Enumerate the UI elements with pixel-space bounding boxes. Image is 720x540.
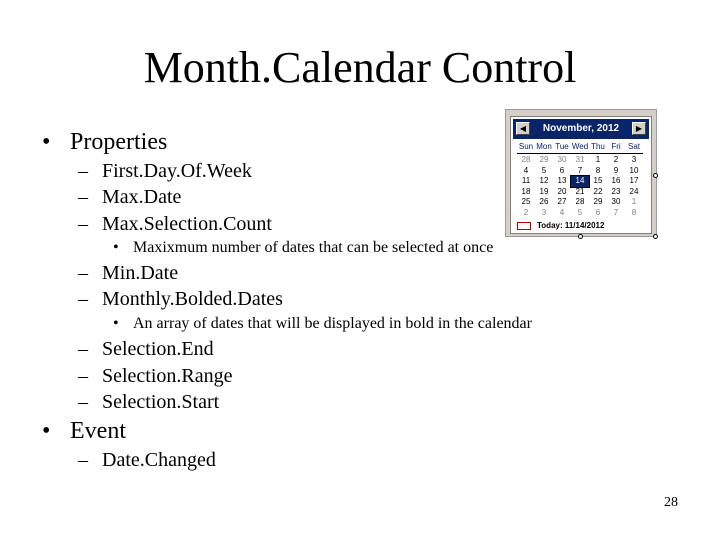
sub-sub-bullet-text: Maxixmum number of dates that can be selected at once — [133, 239, 494, 256]
calendar-day[interactable]: 16 — [611, 176, 621, 185]
day-of-week-label: Sat — [627, 142, 640, 151]
sub-bullet-text: Max.Selection.Count — [102, 213, 272, 235]
day-of-week-label: Fri — [611, 142, 621, 151]
calendar-day[interactable]: 27 — [557, 197, 567, 206]
sub-bullet-min-date — [78, 261, 178, 285]
sub-bullet-text: Min.Date — [102, 262, 179, 284]
calendar-day[interactable]: 9 — [613, 165, 619, 175]
sub-sub-bullet-max-selection-note — [113, 238, 493, 258]
calendar-day[interactable]: 6 — [595, 207, 601, 217]
calendar-day[interactable]: 30 — [611, 197, 621, 206]
calendar-day[interactable]: 7 — [577, 165, 583, 175]
calendar-day[interactable]: 3 — [631, 155, 637, 164]
sub-bullet-text: Date.Changed — [102, 449, 216, 471]
dash-bullet: – — [78, 449, 88, 471]
calendar-day[interactable]: 29 — [593, 197, 603, 206]
calendar-day[interactable]: 8 — [631, 207, 637, 217]
today-label: Today: 11/14/2012 — [537, 221, 605, 230]
calendar-day[interactable]: 4 — [523, 165, 529, 175]
bullet-properties-text: Properties — [70, 129, 168, 155]
sub-bullet-first-day-of-week — [78, 159, 252, 183]
resize-handle-icon[interactable] — [653, 234, 658, 239]
sub-sub-bullet-bolded-note — [113, 314, 532, 334]
next-month-arrow-icon[interactable]: ▶ — [632, 122, 646, 135]
sub-bullet-selection-start — [78, 390, 219, 414]
calendar-day[interactable]: 5 — [577, 207, 583, 217]
calendar-day[interactable]: 8 — [595, 165, 601, 175]
today-marker-icon — [517, 222, 531, 230]
calendar-day[interactable]: 31 — [575, 155, 585, 164]
resize-handle-icon[interactable] — [578, 234, 583, 239]
dash-bullet: – — [78, 288, 88, 310]
day-of-week-label: Tue — [555, 142, 569, 151]
calendar-day[interactable]: 11 — [521, 176, 531, 185]
calendar-week-row — [517, 155, 643, 166]
calendar-day[interactable]: 30 — [557, 155, 567, 164]
calendar-day[interactable]: 24 — [629, 186, 639, 196]
calendar-day[interactable]: 4 — [559, 207, 565, 217]
dash-bullet: – — [78, 213, 88, 235]
dash-bullet: – — [78, 186, 88, 208]
month-calendar-body — [510, 116, 652, 234]
calendar-day[interactable]: 10 — [629, 165, 639, 175]
dash-bullet: – — [78, 160, 88, 182]
calendar-week-row — [517, 166, 643, 177]
calendar-day[interactable]: 28 — [575, 197, 585, 206]
sub-bullet-max-selection-count — [78, 212, 272, 236]
calendar-day[interactable]: 5 — [541, 165, 547, 175]
sub-bullet-text: Selection.Range — [102, 365, 233, 387]
dash-bullet: – — [78, 262, 88, 284]
calendar-day[interactable]: 1 — [631, 197, 637, 206]
calendar-day[interactable]: 3 — [541, 207, 547, 217]
calendar-day[interactable]: 15 — [593, 176, 603, 185]
sub-sub-bullet-text: An array of dates that will be displayed in bold in the calendar — [133, 315, 532, 332]
today-link[interactable] — [537, 220, 604, 232]
day-of-week-label: Thu — [591, 142, 605, 151]
dash-bullet: – — [78, 338, 88, 360]
slide-title: Month.Calendar Control — [143, 43, 577, 92]
bullet-dot: • — [113, 315, 119, 332]
bullet-dot: • — [42, 129, 51, 155]
calendar-day[interactable]: 13 — [557, 176, 567, 185]
day-of-week-label: Sun — [518, 142, 534, 151]
day-of-week-label: Mon — [536, 142, 552, 151]
calendar-day[interactable]: 25 — [521, 197, 531, 206]
calendar-day[interactable]: 2 — [523, 207, 529, 217]
page-number: 28 — [664, 495, 678, 510]
calendar-week-row — [517, 197, 643, 208]
calendar-week-row — [517, 208, 643, 219]
sub-bullet-text: Monthly.Bolded.Dates — [102, 288, 283, 310]
calendar-day[interactable]: 19 — [539, 186, 549, 196]
dash-bullet: – — [78, 365, 88, 387]
calendar-week-row — [517, 176, 643, 187]
sub-bullet-monthly-bolded-dates — [78, 287, 283, 311]
calendar-day[interactable]: 20 — [557, 186, 567, 196]
bullet-properties — [42, 128, 167, 156]
prev-month-arrow-icon[interactable]: ◀ — [516, 122, 530, 135]
calendar-day[interactable]: 22 — [593, 186, 603, 196]
calendar-day[interactable]: 17 — [629, 176, 639, 185]
calendar-day[interactable]: 29 — [539, 155, 549, 164]
sub-bullet-selection-end — [78, 337, 214, 361]
calendar-day[interactable]: 28 — [521, 155, 531, 164]
calendar-day-grid — [517, 155, 643, 218]
calendar-day[interactable]: 7 — [613, 207, 619, 217]
calendar-day[interactable]: 18 — [521, 186, 531, 196]
sub-bullet-text: Selection.End — [102, 338, 214, 360]
bullet-event-text: Event — [70, 418, 126, 444]
bullet-dot: • — [113, 239, 119, 256]
days-of-week-row — [517, 141, 643, 154]
calendar-day[interactable]: 14 — [571, 176, 589, 187]
bullet-dot: • — [42, 418, 51, 444]
sub-bullet-text: Selection.Start — [102, 391, 220, 413]
calendar-day[interactable]: 23 — [611, 186, 621, 196]
calendar-day[interactable]: 2 — [613, 155, 619, 164]
sub-bullet-text: First.Day.Of.Week — [102, 160, 252, 182]
calendar-day[interactable]: 21 — [575, 186, 585, 196]
sub-bullet-selection-range — [78, 364, 233, 388]
calendar-day[interactable]: 26 — [539, 197, 549, 206]
calendar-day[interactable]: 12 — [539, 176, 549, 185]
day-of-week-label: Wed — [571, 142, 589, 151]
bullet-event — [42, 417, 126, 445]
calendar-week-row — [517, 187, 643, 198]
calendar-header — [513, 119, 649, 139]
month-calendar-control[interactable] — [505, 109, 657, 237]
calendar-day[interactable]: 1 — [595, 155, 601, 164]
sub-bullet-max-date — [78, 185, 181, 209]
calendar-month-label[interactable]: November, 2012 — [542, 123, 620, 134]
sub-bullet-date-changed — [78, 448, 216, 472]
sub-bullet-text: Max.Date — [102, 186, 182, 208]
dash-bullet: – — [78, 391, 88, 413]
calendar-day[interactable]: 6 — [559, 165, 565, 175]
resize-handle-icon[interactable] — [653, 173, 658, 178]
